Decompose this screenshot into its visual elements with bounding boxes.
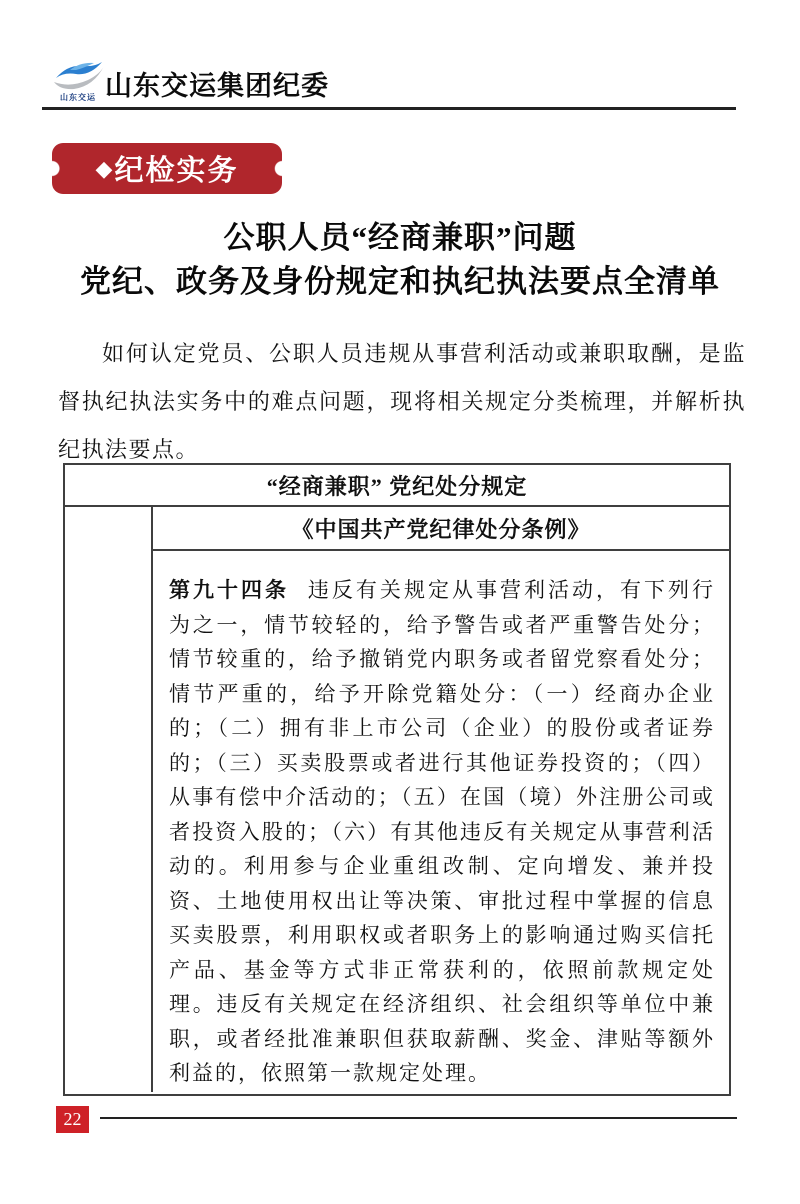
logo-caption: 山东交运 bbox=[60, 93, 96, 102]
org-name: 山东交运集团纪委 bbox=[105, 71, 329, 101]
article-cell bbox=[153, 551, 729, 1092]
page-title-line2: 党纪、政务及身份规定和执纪执法要点全清单 bbox=[80, 264, 720, 299]
masthead bbox=[50, 56, 750, 104]
table-subheader-cell: 《中国共产党纪律处分条例》 bbox=[153, 507, 729, 551]
section-badge bbox=[52, 143, 282, 194]
table-header-cell: “经商兼职” 党纪处分规定 bbox=[65, 465, 729, 507]
page-title bbox=[40, 216, 760, 304]
header-rule bbox=[42, 107, 736, 110]
page-title-line1: 公职人员“经商兼职”问题 bbox=[223, 220, 577, 255]
regulation-table bbox=[63, 463, 731, 1096]
article-text: 违反有关规定从事营利活动，有下列行为之一，情节较轻的，给予警告或者严重警告处分；情节较重的，给予撤销党内职务或者留党察看处分；情节严重的，给予开除党籍处分：（一）经商办企业的；（二）拥有非上市公司（企业）的股份或者证券的；（三）买卖股票或者进行其他证券投资的；（四）从事有偿中介活动的；（五）在国（境）外注册公司或者投资入股的；（六）有其他违反有关规定从事营利活动的。利用参与企业重组改制、定向增发、兼并投资、土地使用权出让等决策、审批过程中掌握的信息买卖股票，利用职权或者职务上的影响通过购买信托产品、基金等方式非正常获利的，依照前款规定处理。违反有关规定在经济组织、社会组织等单位中兼职，或者经批准兼职但获取薪酬、奖金、津贴等额外利益的，依照第一款规定处理。 bbox=[169, 578, 716, 1085]
footer-rule bbox=[100, 1117, 737, 1119]
section-badge-label: 纪检实务 bbox=[114, 155, 239, 187]
table-body bbox=[65, 507, 729, 1092]
shandong-jiaoyun-logo bbox=[50, 56, 106, 104]
intro-paragraph: 如何认定党员、公职人员违规从事营利活动或兼职取酬，是监督执纪执法实务中的难点问题，现将相关规定分类梳理，并解析执纪执法要点。 bbox=[58, 341, 746, 462]
diamond-icon: ◆ bbox=[95, 155, 113, 181]
table-right-column bbox=[153, 507, 729, 1092]
bird-swoosh-icon bbox=[50, 56, 106, 92]
page-number-badge: 22 bbox=[56, 1106, 89, 1133]
article-number: 第九十四条 bbox=[169, 578, 290, 602]
table-left-column-cell bbox=[65, 507, 153, 1092]
